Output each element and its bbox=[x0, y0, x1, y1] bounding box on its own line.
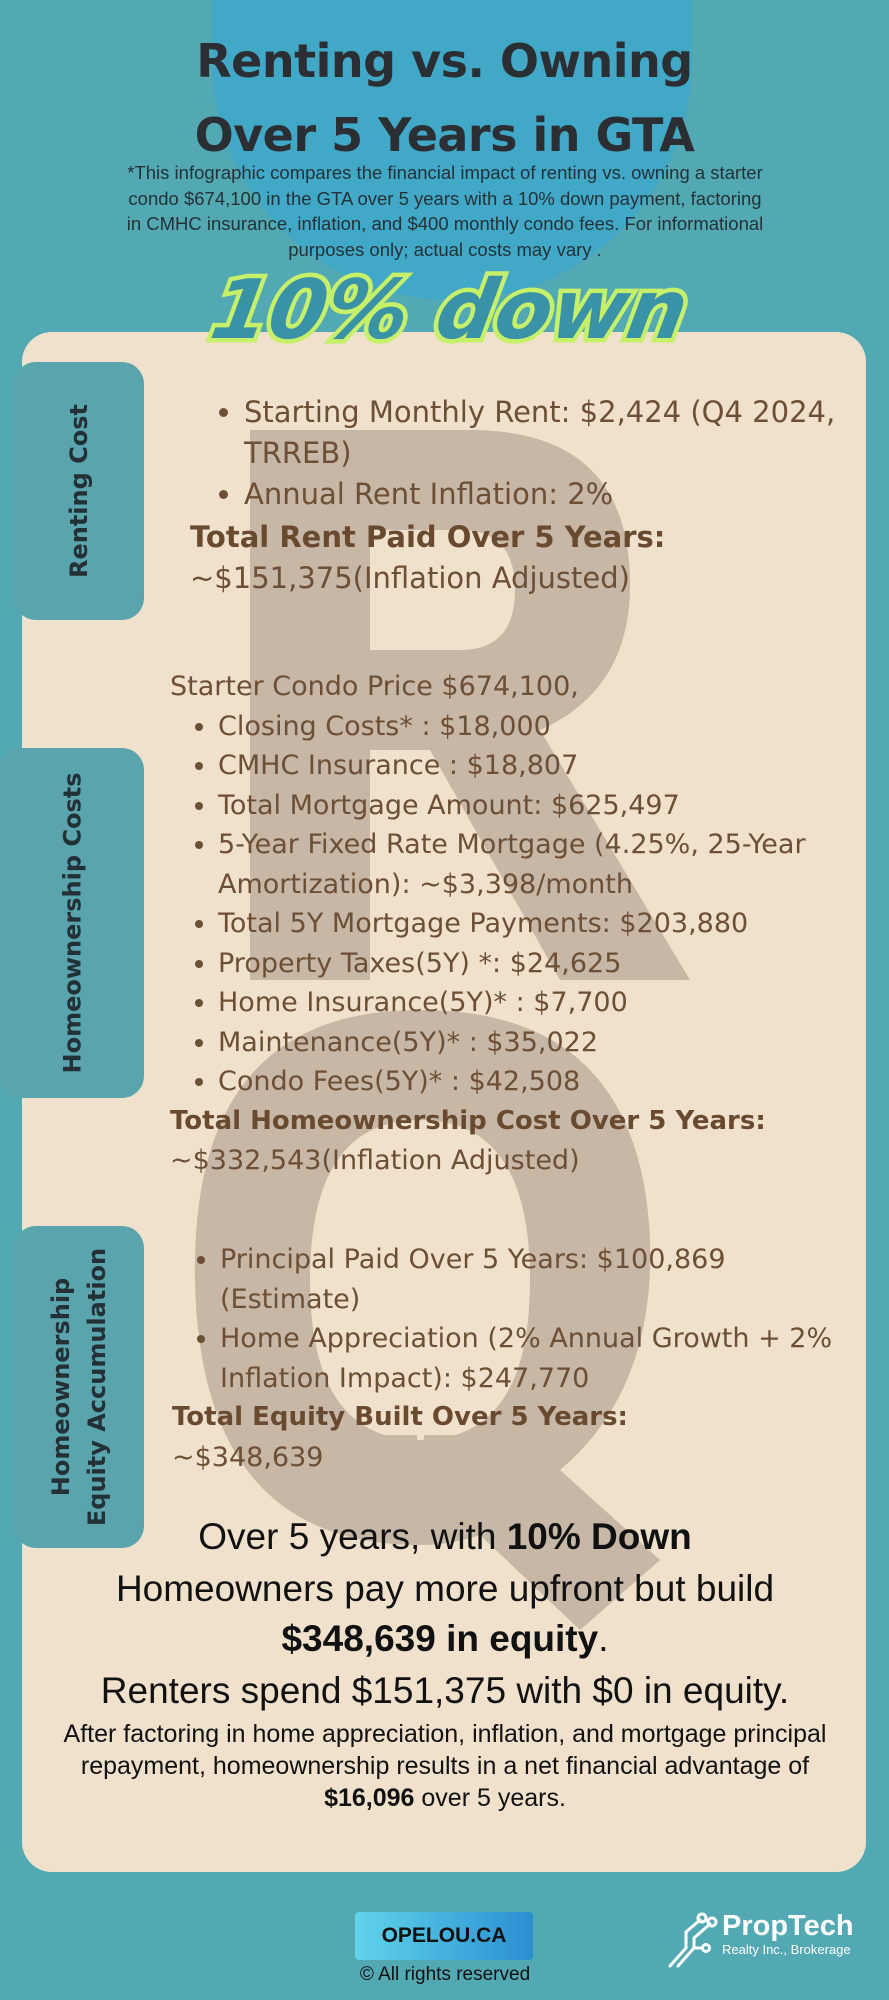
renting-tab-label: Renting Cost bbox=[65, 403, 93, 579]
equity-tab-line-1: Homeownership bbox=[47, 1277, 76, 1497]
homeownership-bullet-2: • CMHC Insurance : $18,807 bbox=[218, 746, 840, 786]
summary-line-1 bbox=[40, 1512, 850, 1562]
summary-detail-suffix: over 5 years. bbox=[414, 1784, 566, 1812]
proptech-logo bbox=[664, 1908, 864, 1970]
homeownership-bullet-6: • Property Taxes(5Y) *: $24,625 bbox=[218, 944, 840, 984]
summary-line-3 bbox=[40, 1614, 850, 1664]
equity-bullet-2: • Home Appreciation (2% Annual Growth + 2% Inflation Impact): $247,770 bbox=[220, 1319, 842, 1398]
homeownership-bullet-9: • Condo Fees(5Y)* : $42,508 bbox=[218, 1062, 840, 1102]
title-line-2: Over 5 Years in GTA bbox=[194, 108, 695, 162]
summary-equity-amount: $348,639 in equity bbox=[281, 1618, 599, 1659]
homeownership-bullet-7: • Home Insurance(5Y)* : $7,700 bbox=[218, 983, 840, 1023]
renting-total-label: Total Rent Paid Over 5 Years: bbox=[190, 520, 666, 554]
disclaimer-text: *This infographic compares the financial impact of renting vs. owning a starter condo $674,100 in the GTA over 5 years with a 10% down payment, factoring in CMHC insurance, inflation, and $400 monthly condo fees. For informational purposes only; actual costs may vary . bbox=[126, 162, 764, 260]
renting-section bbox=[190, 392, 836, 599]
homeownership-section bbox=[170, 667, 840, 1181]
homeownership-bullet-3: • Total Mortgage Amount: $625,497 bbox=[218, 786, 840, 826]
renting-bullet-1: • Starting Monthly Rent: $2,424 (Q4 2024, TRREB) bbox=[244, 392, 836, 474]
website-button[interactable]: OPELOU.CA bbox=[355, 1912, 533, 1960]
summary-line-3-suffix: . bbox=[598, 1618, 609, 1659]
summary-line-1-bold: 10% Down bbox=[506, 1516, 692, 1557]
logo-name: PropTech bbox=[722, 1910, 854, 1942]
banner-text: 10% down bbox=[204, 262, 696, 358]
tab-equity-accumulation bbox=[14, 1226, 144, 1548]
copyright-text: © All rights reserved bbox=[359, 1964, 531, 1985]
renting-bullet-2: • Annual Rent Inflation: 2% bbox=[244, 474, 836, 515]
equity-total-value: ~$348,639 bbox=[172, 1441, 324, 1473]
summary-line-4: Renters spend $151,375 with $0 in equity. bbox=[100, 1670, 790, 1711]
summary-detail bbox=[56, 1718, 834, 1814]
tab-homeownership-costs bbox=[0, 748, 144, 1098]
equity-tab-label bbox=[43, 1248, 115, 1526]
proptech-logo-text bbox=[722, 1910, 854, 1958]
summary-line-1-text: Over 5 years, with bbox=[198, 1516, 507, 1557]
homeownership-bullet-1: • Closing Costs* : $18,000 bbox=[218, 707, 840, 747]
homeownership-bullet-5: • Total 5Y Mortgage Payments: $203,880 bbox=[218, 904, 840, 944]
summary-line-2: Homeowners pay more upfront but build bbox=[115, 1568, 775, 1609]
homeownership-total-label: Total Homeownership Cost Over 5 Years: bbox=[170, 1105, 766, 1136]
homeownership-intro: Starter Condo Price $674,100, bbox=[170, 671, 579, 702]
ten-percent-down-banner bbox=[0, 258, 889, 368]
homeownership-bullet-4: • 5-Year Fixed Rate Mortgage (4.25%, 25-Year Amortization): ~$3,398/month bbox=[218, 825, 840, 904]
equity-tab-line-2: Equity Accumulation bbox=[83, 1247, 112, 1527]
equity-section bbox=[172, 1240, 842, 1477]
title-line-1: Renting vs. Owning bbox=[196, 34, 693, 88]
equity-bullet-1: • Principal Paid Over 5 Years: $100,869 (Estimate) bbox=[220, 1240, 842, 1319]
homeownership-tab-label: Homeownership Costs bbox=[58, 772, 86, 1074]
logo-subtitle: Realty Inc., Brokerage bbox=[722, 1942, 851, 1957]
renting-total-value: ~$151,375(Inflation Adjusted) bbox=[190, 561, 630, 595]
summary-net-advantage: $16,096 bbox=[324, 1784, 415, 1812]
homeownership-bullet-8: • Maintenance(5Y)* : $35,022 bbox=[218, 1023, 840, 1063]
homeownership-total-value: ~$332,543(Inflation Adjusted) bbox=[170, 1145, 580, 1176]
equity-total-label: Total Equity Built Over 5 Years: bbox=[172, 1402, 628, 1432]
tab-renting-cost bbox=[14, 362, 144, 620]
summary-detail-text: After factoring in home appreciation, inflation, and mortgage principal repayment, homeownership results in a net financial advantage of bbox=[63, 1720, 827, 1780]
proptech-circuit-icon bbox=[664, 1908, 720, 1970]
